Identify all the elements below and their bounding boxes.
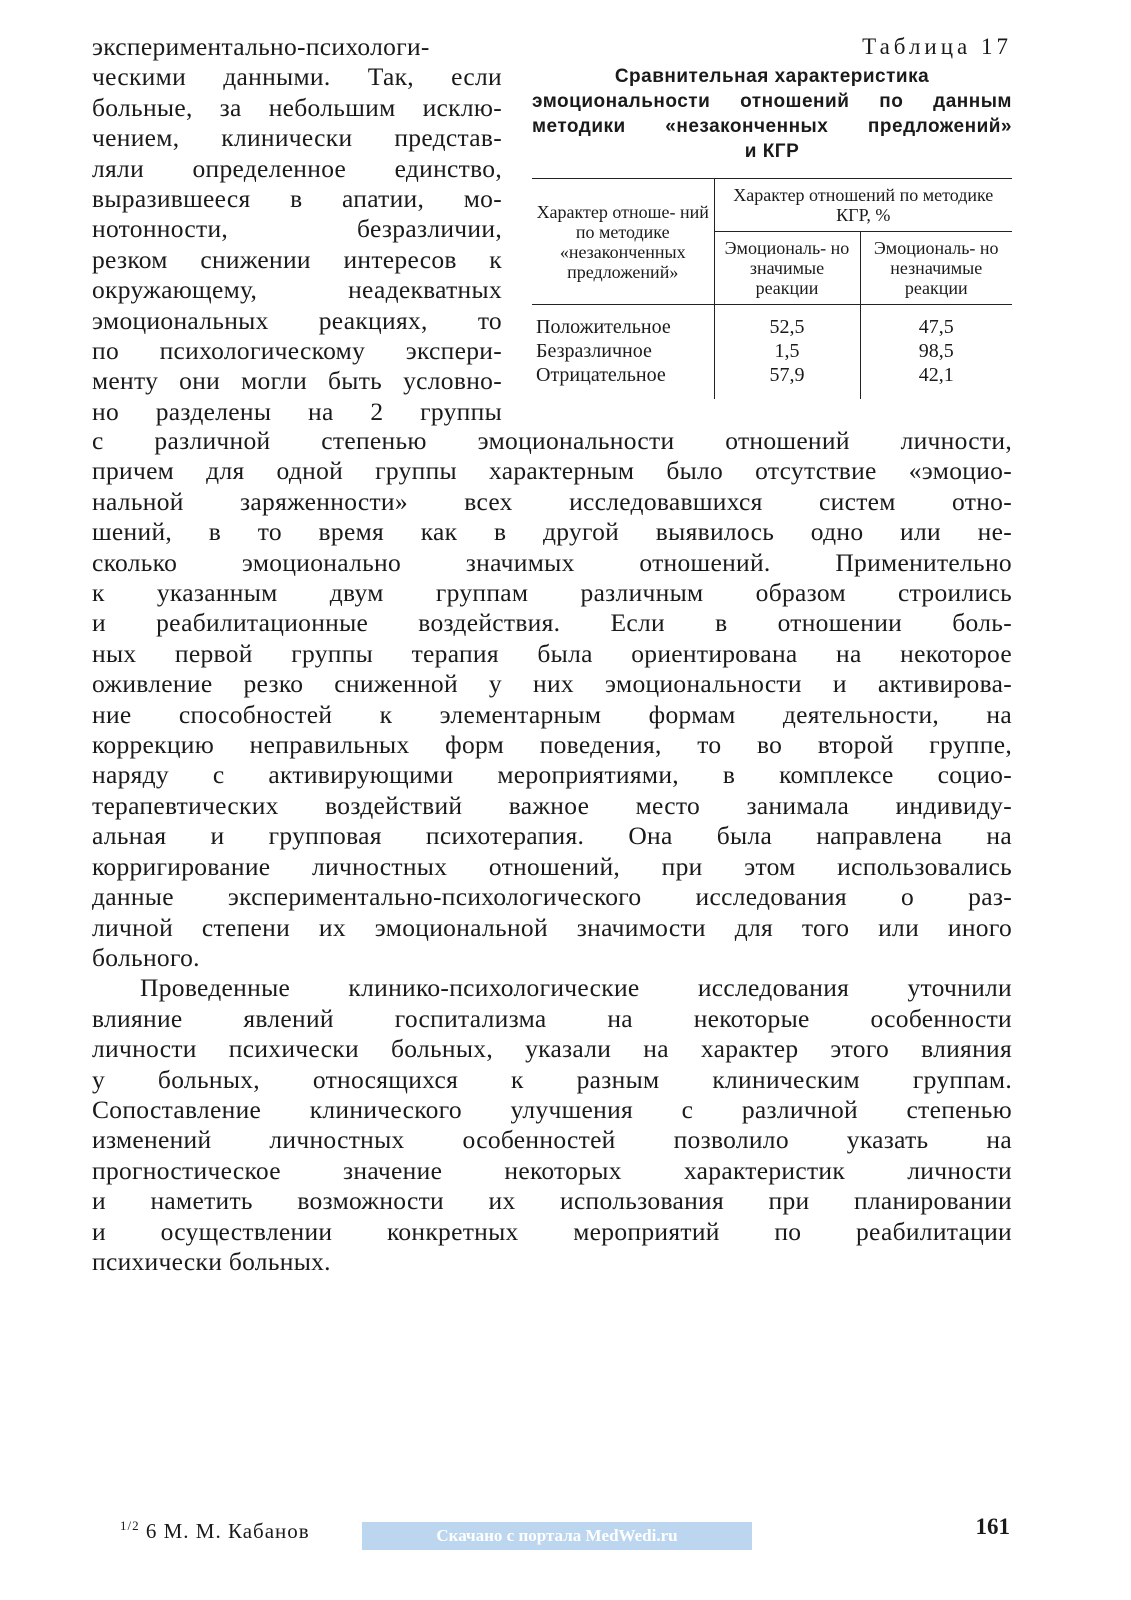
column-header-insignificant: Эмоциональ- но незначимые реакции — [860, 232, 1012, 305]
text-line: альная и групповая психотерапия. Она была направлена на — [92, 821, 1012, 851]
text-line: нальной заряженности» всех исследовавшихся систем отно- — [92, 486, 1012, 516]
text-line: сколько эмоционально значимых отношений. Применительно — [92, 547, 1012, 577]
table-17 — [532, 32, 1012, 399]
text-line: и наметить возможности их использования при планировании — [92, 1186, 1012, 1216]
column-header-significant: Эмоциональ- но значимые реакции — [714, 232, 860, 305]
text-line: выразившееся в апатии, мо- — [92, 184, 502, 214]
paragraph-1 — [92, 426, 1012, 973]
text-line: и осуществлении конкретных мероприятий по реабилитации — [92, 1216, 1012, 1246]
signature-fraction: 1/2 — [120, 1518, 140, 1533]
text-line: эмоциональных реакциях, то — [92, 305, 502, 335]
text-line: нотонности, безразличии, — [92, 214, 502, 244]
table-title-line: методики «незаконченных предложений» — [532, 116, 1012, 137]
text-line: психически больных. — [92, 1246, 331, 1276]
text-line: и реабилитационные воздействия. Если в отношении боль- — [92, 608, 1012, 638]
text-line: шений, в то время как в другой выявилось одно или не- — [92, 517, 1012, 547]
page-number: 161 — [975, 1514, 1010, 1539]
left-column-text — [92, 32, 502, 427]
text-line: больные, за небольшим исклю- — [92, 92, 502, 122]
text-line: наряду с активирующими мероприятиями, в комплексе социо- — [92, 760, 1012, 790]
text-line: но разделены на 2 группы — [92, 396, 502, 426]
text-line: к указанным двум группам различным образом строились — [92, 578, 1012, 608]
text-line: у больных, относящихся к разным клиническим группам. — [92, 1064, 1012, 1094]
cell-value: 47,5 — [860, 305, 1012, 340]
row-label: Отрицательное — [536, 364, 666, 386]
text-line: корригирование личностных отношений, при этом использовались — [92, 851, 1012, 881]
cell-value: 42,1 — [860, 363, 1012, 399]
text-line: чением, клинически представ- — [92, 123, 502, 153]
row-label: Безразличное — [536, 340, 652, 362]
watermark-banner[interactable]: Скачано с портала MedWedi.ru — [362, 1522, 752, 1550]
cell-value: 52,5 — [714, 305, 860, 340]
body-text — [92, 426, 1012, 1277]
table-title — [532, 64, 1012, 164]
text-line: Проведенные клинико-психологические исследования уточнили — [140, 973, 1012, 1003]
table-row — [532, 339, 1012, 363]
text-line: больного. — [92, 942, 200, 972]
text-line: личности психически больных, указали на характер этого влияния — [92, 1034, 1012, 1064]
paragraph-2 — [92, 973, 1012, 1277]
text-line: ние способностей к элементарным формам деятельности, на — [92, 699, 1012, 729]
column-group-header-kgr: Характер отношений по методике КГР, % — [714, 179, 1012, 232]
text-line: окружающему, неадекватных — [92, 275, 502, 305]
table-number: Таблица 17 — [862, 34, 1012, 59]
table-title-line: и КГР — [744, 141, 800, 162]
data-table — [532, 178, 1012, 399]
text-line: прогностическое значение некоторых характеристик личности — [92, 1155, 1012, 1185]
text-line: экспериментально-психологи- — [92, 32, 430, 61]
text-line: коррекцию неправильных форм поведения, то во второй группе, — [92, 730, 1012, 760]
cell-value: 1,5 — [714, 339, 860, 363]
text-line: терапевтических воздействий важное место занимала индивиду- — [92, 790, 1012, 820]
table-row — [532, 363, 1012, 399]
text-line: причем для одной группы характерным было отсутствие «эмоцио- — [92, 456, 1012, 486]
footer-signature — [120, 1518, 310, 1544]
column-header-sentence-method: Характер отноше- ний по методике «незаконченных предложений» — [532, 179, 714, 305]
cell-value: 57,9 — [714, 363, 860, 399]
text-line: Сопоставление клинического улучшения с различной степенью — [92, 1094, 1012, 1124]
text-line: с различной степенью эмоциональности отношений личности, — [92, 426, 1012, 455]
table-title-line: эмоциональности отношений по данным — [532, 91, 1012, 112]
text-line: оживление резко сниженной у них эмоциональности и активирова- — [92, 669, 1012, 699]
text-line: ляли определенное единство, — [92, 153, 502, 183]
row-label: Положительное — [536, 316, 671, 338]
text-line: данные экспериментально-психологического исследования о раз- — [92, 882, 1012, 912]
text-line: личной степени их эмоциональной значимости для того или иного — [92, 912, 1012, 942]
table-title-line: Сравнительная характеристика — [614, 66, 930, 87]
signature-text: 6 М. М. Кабанов — [145, 1519, 310, 1543]
table-row — [532, 305, 1012, 340]
cell-value: 98,5 — [860, 339, 1012, 363]
text-line: ных первой группы терапия была ориентирована на некоторое — [92, 638, 1012, 668]
text-line: по психологическому экспери- — [92, 336, 502, 366]
text-line: влияние явлений госпитализма на некоторые особенности — [92, 1003, 1012, 1033]
text-line: менту они могли быть условно- — [92, 366, 502, 396]
text-line: ческими данными. Так, если — [92, 62, 502, 92]
text-line: изменений личностных особенностей позволило указать на — [92, 1125, 1012, 1155]
text-line: резком снижении интересов к — [92, 244, 502, 274]
